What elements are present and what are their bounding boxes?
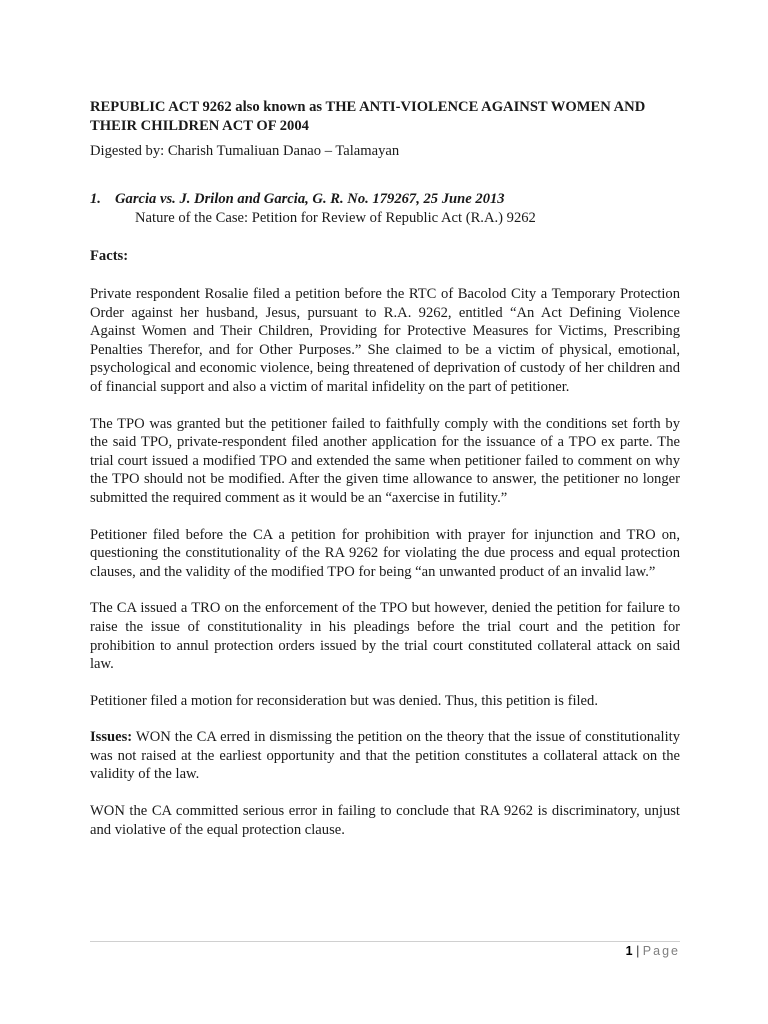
- facts-paragraph-2: The TPO was granted but the petitioner failed to faithfully comply with the conditions set forth by the said TPO, private-respondent filed another application for the issuance of a TPO ex parte. The trial court issued a modified TPO and extended the same when petitioner failed to comment on why the TPO should not be modified. After the given time allowance to answer, the petitioner no longer submitted the required comment as it would be an “axercise in futility.”: [90, 415, 680, 506]
- document-body: [90, 98, 680, 839]
- issues-paragraph-2: WON the CA committed serious error in failing to conclude that RA 9262 is discriminatory, unjust and violative of the equal protection clause.: [90, 803, 680, 838]
- page-label: Page: [642, 944, 680, 958]
- facts-paragraph-4: The CA issued a TRO on the enforcement of the TPO but however, denied the petition for failure to raise the issue of constitutionality in his pleadings before the trial court and the petition for prohibition to annul protection orders issued by the trial court constituted collateral attack on said law.: [90, 600, 680, 673]
- page-number: 1: [625, 944, 633, 958]
- facts-paragraph-1: Private respondent Rosalie filed a petition before the RTC of Bacolod City a Temporary Protection Order against her husband, Jesus, pursuant to R.A. 9262, entitled “An Act Defining Violence Against Women and Their Children, Providing for Protective Measures for Victims, Prescribing Penalties Therefor, and for Other Purposes.” She claimed to be a victim of physical, emotional, psychological and economic violence, being threatened of deprivation of custody of her children and of financial support and also a victim of marital infidelity on the part of petitioner.: [90, 286, 680, 395]
- facts-paragraph-5: Petitioner filed a motion for reconsideration but was denied. Thus, this petition is filed.: [90, 692, 598, 709]
- case-title: Garcia vs. J. Drilon and Garcia, G. R. No. 179267, 25 June 2013: [115, 191, 505, 207]
- page-footer: [626, 944, 680, 958]
- issue-1-text: WON the CA erred in dismissing the petition on the theory that the issue of constitutionality was not raised at the earliest opportunity and that the petition constitutes a collateral attack on the validity of the law.: [90, 729, 680, 783]
- facts-paragraph-3: Petitioner filed before the CA a petition for prohibition with prayer for injunction and TRO on, questioning the constitutionality of the RA 9262 for violating the due process and equal protection clauses, and the validity of the modified TPO for being “an unwanted product of an invalid law.”: [90, 526, 680, 580]
- issues-heading: Issues:: [90, 729, 133, 746]
- page-separator: |: [632, 944, 643, 958]
- document-title: REPUBLIC ACT 9262 also known as THE ANTI-VIOLENCE AGAINST WOMEN AND THEIR CHILDREN ACT OF 2004: [90, 99, 646, 134]
- case-nature: Nature of the Case: Petition for Review of Republic Act (R.A.) 9262: [135, 210, 536, 226]
- facts-heading: Facts:: [90, 248, 129, 264]
- case-number: 1.: [90, 191, 101, 207]
- footer-divider: [90, 941, 680, 942]
- case-heading: [90, 190, 680, 209]
- digest-author: Digested by: Charish Tumaliuan Danao – Talamayan: [90, 143, 400, 159]
- issues-paragraph-1: [90, 728, 680, 784]
